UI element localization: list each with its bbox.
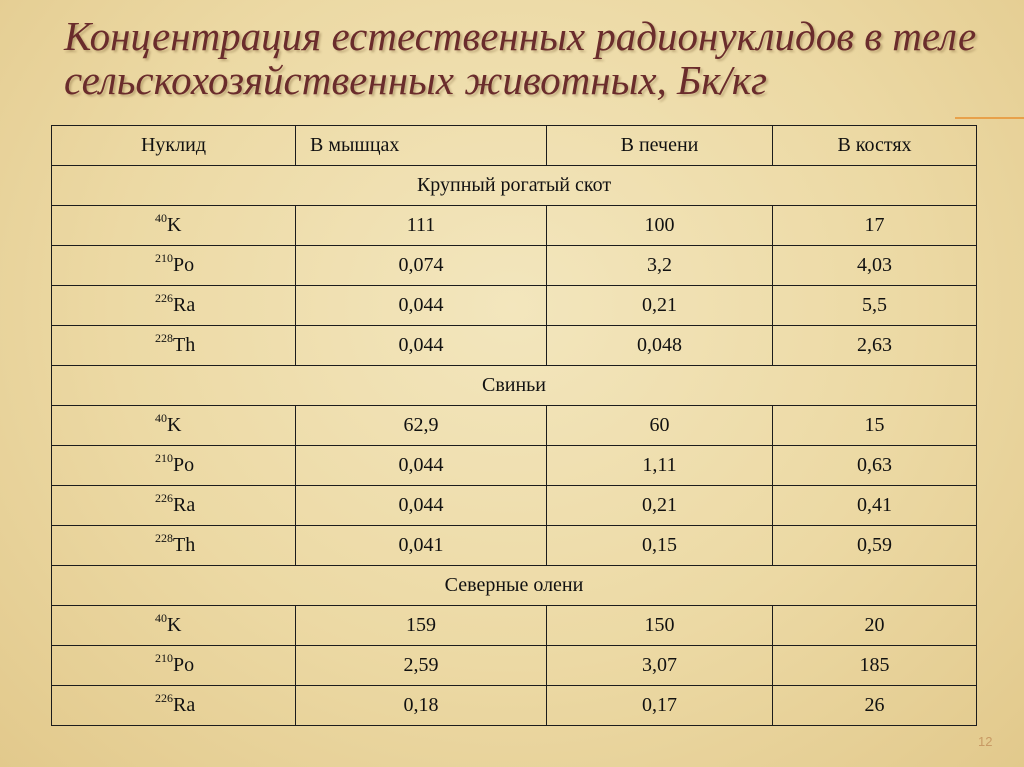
value-cell: 17	[773, 206, 977, 246]
column-header: В мышцах	[296, 126, 547, 166]
mass-number: 226	[155, 291, 173, 305]
nuclide-cell	[52, 646, 296, 686]
table-row	[52, 446, 977, 486]
value-cell: 2,59	[296, 646, 547, 686]
value-cell: 100	[547, 206, 773, 246]
nuclide-cell	[52, 246, 296, 286]
nuclide-cell	[52, 606, 296, 646]
value-cell: 4,03	[773, 246, 977, 286]
value-cell: 0,044	[296, 486, 547, 526]
value-cell: 0,18	[296, 686, 547, 726]
table-row	[52, 526, 977, 566]
table-row	[52, 486, 977, 526]
element-symbol: K	[167, 414, 182, 436]
column-header: В костях	[773, 126, 977, 166]
nuclide-cell	[52, 486, 296, 526]
nuclide-cell	[52, 686, 296, 726]
element-symbol: Th	[173, 534, 196, 556]
mass-number: 210	[155, 651, 173, 665]
value-cell: 0,15	[547, 526, 773, 566]
nuclide-cell	[52, 286, 296, 326]
table-row	[52, 686, 977, 726]
nuclide-cell	[52, 326, 296, 366]
value-cell: 0,074	[296, 246, 547, 286]
value-cell: 150	[547, 606, 773, 646]
mass-number: 228	[155, 531, 173, 545]
value-cell: 60	[547, 406, 773, 446]
mass-number: 226	[155, 691, 173, 705]
group-row	[52, 566, 977, 606]
value-cell: 1,11	[547, 446, 773, 486]
value-cell: 0,63	[773, 446, 977, 486]
value-cell: 0,044	[296, 326, 547, 366]
value-cell: 0,21	[547, 486, 773, 526]
mass-number: 210	[155, 451, 173, 465]
group-title: Свиньи	[52, 366, 977, 406]
slide-title: Концентрация естественных радионуклидов в теле сельскохозяйственных животных, Бк/кг	[64, 13, 977, 103]
table-row	[52, 286, 977, 326]
element-symbol: Po	[173, 254, 195, 276]
element-symbol: Th	[173, 334, 196, 356]
element-symbol: Ra	[173, 694, 196, 716]
nuclide-cell	[52, 206, 296, 246]
element-symbol: Ra	[173, 294, 196, 316]
table-row	[52, 326, 977, 366]
value-cell: 3,07	[547, 646, 773, 686]
value-cell: 159	[296, 606, 547, 646]
nuclide-cell	[52, 446, 296, 486]
value-cell: 111	[296, 206, 547, 246]
element-symbol: K	[167, 214, 182, 236]
mass-number: 40	[155, 611, 167, 625]
table-row	[52, 406, 977, 446]
decorative-line	[955, 117, 1024, 119]
group-title: Крупный рогатый скот	[52, 166, 977, 206]
mass-number: 210	[155, 251, 173, 265]
element-symbol: Po	[173, 654, 195, 676]
mass-number: 228	[155, 331, 173, 345]
table-row	[52, 206, 977, 246]
value-cell: 0,59	[773, 526, 977, 566]
value-cell: 0,041	[296, 526, 547, 566]
table-row	[52, 246, 977, 286]
table-header-row	[52, 126, 977, 166]
value-cell: 185	[773, 646, 977, 686]
value-cell: 3,2	[547, 246, 773, 286]
value-cell: 15	[773, 406, 977, 446]
value-cell: 0,21	[547, 286, 773, 326]
group-row	[52, 166, 977, 206]
value-cell: 0,044	[296, 286, 547, 326]
value-cell: 62,9	[296, 406, 547, 446]
value-cell: 5,5	[773, 286, 977, 326]
element-symbol: K	[167, 614, 182, 636]
mass-number: 40	[155, 411, 167, 425]
mass-number: 226	[155, 491, 173, 505]
value-cell: 2,63	[773, 326, 977, 366]
value-cell: 0,17	[547, 686, 773, 726]
element-symbol: Ra	[173, 494, 196, 516]
column-header: В печени	[547, 126, 773, 166]
column-header: Нуклид	[52, 126, 296, 166]
value-cell: 0,41	[773, 486, 977, 526]
page-number: 12	[978, 734, 993, 749]
mass-number: 40	[155, 211, 167, 225]
group-row	[52, 366, 977, 406]
value-cell: 20	[773, 606, 977, 646]
value-cell: 0,048	[547, 326, 773, 366]
group-title: Северные олени	[52, 566, 977, 606]
nuclide-cell	[52, 406, 296, 446]
element-symbol: Po	[173, 454, 195, 476]
value-cell: 0,044	[296, 446, 547, 486]
table-row	[52, 646, 977, 686]
table-row	[52, 606, 977, 646]
nuclide-table	[51, 125, 977, 726]
nuclide-cell	[52, 526, 296, 566]
value-cell: 26	[773, 686, 977, 726]
